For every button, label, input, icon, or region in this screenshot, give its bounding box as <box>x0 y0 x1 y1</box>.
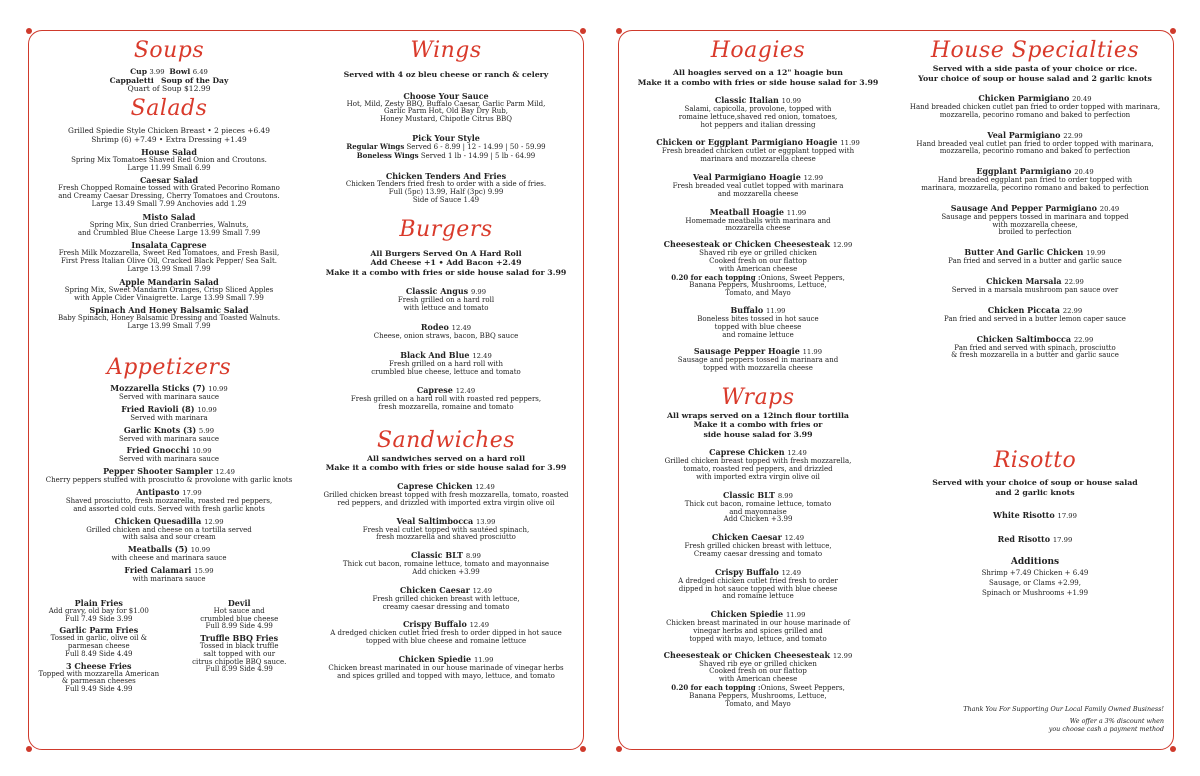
item-price: 12.49 <box>475 482 495 491</box>
item-description: with salsa and sour cream <box>122 533 216 542</box>
item-description: tomato, roasted red peppers, and drizzled <box>683 465 833 474</box>
menu-item <box>624 610 892 643</box>
footer-note: Thank You For Supporting Our Local Family Owned Business! We offer a 3% discount when you choose cash a payment method <box>963 705 1164 733</box>
item-name: Crispy Buffalo 12.49 <box>714 566 802 577</box>
menu-item <box>624 568 892 601</box>
menu-item <box>900 204 1170 237</box>
corner-dot <box>580 746 586 752</box>
column-wings-burgers-sandwiches <box>312 38 580 681</box>
item-description: creamy caesar dressing and tomato <box>382 602 510 611</box>
menu-item <box>312 517 580 543</box>
item-description: topped with mayo, lettuce, and tomato <box>689 634 827 643</box>
wings-sub: Served with 4 oz bleu cheese or ranch & celery <box>343 70 549 79</box>
item-description: Pan fried and served in a butter lemon caper sauce <box>944 314 1126 323</box>
item-description: vinegar herbs and spices grilled and <box>693 627 823 635</box>
item-name: Chicken Caesar 12.49 <box>711 532 805 543</box>
item-description: & fresh mozzarella in a butter and garlic sauce <box>951 351 1119 360</box>
item-price: 13.99 <box>475 517 496 526</box>
menu-item <box>34 446 304 464</box>
item-description: Thick cut bacon, romaine lettuce, tomato and mayonnaise <box>342 560 550 569</box>
wraps-sub: All wraps served on a 12inch flour tortilla Make it a combo with fries or side house salad for 3.99 <box>666 410 849 439</box>
item-name: Caesar Salad <box>139 175 199 186</box>
menu-item <box>34 405 304 423</box>
item-description: Salami, capicolla, provolone, topped with <box>684 105 832 113</box>
item-name: Classic Italian 10.99 <box>714 95 802 105</box>
menu-item <box>312 386 580 412</box>
item-description: Fresh grilled on a hard roll with roasted red peppers, <box>350 395 542 404</box>
item-description: and spices grilled and topped with mayo, lettuce, and tomato <box>337 671 555 680</box>
menu-item <box>312 620 580 646</box>
item-price: 10.99 <box>197 405 217 414</box>
item-name: Sausage Pepper Hoagie 11.99 <box>693 346 823 357</box>
burgers-heading: Burgers <box>399 216 493 242</box>
menu-item <box>312 287 580 313</box>
item-description: and Crumbled Blue Cheese Large 13.99 Small 7.99 <box>77 228 261 237</box>
item-name: Classic BLT 8.99 <box>723 489 793 500</box>
item-description: Add gravy, old bay for $1.00 <box>48 606 149 615</box>
item-price: 10.99 <box>190 546 211 555</box>
item-description: Fresh Chopped Romaine tossed with Grated Pecorino Romano <box>58 184 280 193</box>
menu-item <box>34 662 164 694</box>
item-description: Homemade meatballs with marinara and <box>685 216 831 225</box>
hoagies-sub: All hoagies served on a 12" hoagie bun Make it a combo with fries or side house salad for 3.99 <box>637 68 879 87</box>
item-description: salt topped with our <box>203 649 276 658</box>
item-name: Fried Ravioli (8) 10.99 <box>121 403 217 414</box>
item-description: mozzarella, pecorino romano and baked to perfection <box>939 110 1131 119</box>
menu-item <box>312 482 580 508</box>
menu-item <box>174 599 304 631</box>
item-description: fresh mozzarella, romaine and tomato <box>378 403 514 412</box>
item-description: Chicken breast marinated in our house marinade of vinegar herbs <box>328 663 564 672</box>
item-description: fresh mozzarella and shaved prosciutto <box>376 533 516 542</box>
item-price: 20.49 <box>1074 168 1094 177</box>
menu-item <box>312 351 580 377</box>
item-price: 12.49 <box>784 534 805 543</box>
menu-item <box>900 94 1170 120</box>
corner-dot <box>616 746 622 752</box>
item-description: Spring Mix, Sun dried Cranberries, Walnuts, <box>89 220 249 229</box>
menu-item <box>34 599 164 624</box>
item-description: Fresh grilled on a hard roll <box>397 296 495 305</box>
menu-item <box>34 306 304 331</box>
specialties-sub: Served with a side pasta of your choice or rice. Your choice of soup or house salad and 2 garlic knots <box>918 64 1152 83</box>
item-description: with Apple Cider Vinaigrette. Large 13.99 Small 7.99 <box>74 293 264 302</box>
menu-item <box>624 533 892 559</box>
item-description: citrus chipotle BBQ sauce. <box>192 657 287 666</box>
item-price: 11.99 <box>802 348 823 357</box>
item-price: 12.49 <box>781 568 802 577</box>
menu-item <box>900 277 1170 295</box>
item-description: Fresh grilled chicken breast with lettuce, <box>684 542 832 551</box>
item-description: & parmesan cheeses <box>61 677 136 686</box>
menu-item <box>34 426 304 444</box>
corner-dot <box>580 28 586 34</box>
item-description: Creamy caesar dressing and tomato <box>693 550 823 559</box>
item-name: Chicken Spiedie 11.99 <box>398 653 494 664</box>
item-name: Classic BLT 8.99 <box>411 550 481 561</box>
item-price: 11.99 <box>785 611 806 620</box>
menu-item <box>34 566 304 584</box>
item-name: Pepper Shooter Sampler 12.49 <box>103 466 235 477</box>
corner-dot <box>1170 746 1176 752</box>
item-description: Spring Mix Tomatoes Shaved Red Onion and Croutons. <box>71 155 267 164</box>
item-name: Chicken Saltimbocca 22.99 <box>976 333 1094 344</box>
item-description: Fresh grilled chicken breast with lettuce, <box>372 594 520 603</box>
item-description: topped with blue cheese and romaine lettuce <box>365 637 527 646</box>
corner-dot <box>26 746 32 752</box>
corner-dot <box>26 28 32 34</box>
item-price: 12.49 <box>469 621 490 630</box>
item-description: crumbled blue cheese <box>200 614 279 623</box>
column-specialties-risotto <box>900 38 1170 598</box>
appetizer-list <box>34 384 304 584</box>
item-name: Insalata Caprese <box>131 240 207 251</box>
item-description: and romaine lettuce <box>722 592 794 601</box>
soups-heading: Soups <box>133 38 205 63</box>
item-name: Meatballs (5) 10.99 <box>127 544 211 555</box>
item-price: 12.49 <box>455 387 476 396</box>
item-description: Served with marinara sauce <box>118 392 220 401</box>
item-price: 11.99 <box>766 306 786 315</box>
item-description: Hand breaded veal cutlet pan fried to order topped with marinara, <box>916 139 1154 148</box>
column-soups-salads-appetizers <box>34 38 304 694</box>
item-description: with mozzarella cheese, <box>992 220 1078 229</box>
item-description: hot peppers and italian dressing <box>700 120 816 129</box>
item-name: Chicken or Eggplant Parmigiano Hoagie 11.99 <box>656 137 860 148</box>
salad-list <box>34 148 304 331</box>
menu-item <box>34 467 304 485</box>
salads-heading: Salads <box>130 95 208 121</box>
item-description: Grilled chicken breast topped with fresh mozzarella, <box>664 457 852 466</box>
menu-item <box>900 248 1170 266</box>
item-description: and Creamy Caesar Dressing, Cherry Tomatoes and Croutons. <box>58 192 280 201</box>
item-name: Veal Saltimbocca 13.99 <box>396 515 496 526</box>
item-name: Mozzarella Sticks (7) 10.99 <box>110 382 228 393</box>
fries-section <box>34 596 304 694</box>
item-description: topped with blue cheese <box>714 322 802 331</box>
item-price: 10.99 <box>208 384 228 393</box>
menu-item <box>624 306 892 339</box>
item-name: Sausage And Pepper Parmigiano 20.49 <box>950 202 1120 213</box>
red-risotto: Red Risotto 17.99 <box>997 534 1073 545</box>
item-description: Hand breaded chicken cutlet pan fried to order topped with marinara, <box>909 103 1161 111</box>
item-price: 22.99 <box>1063 131 1083 140</box>
menu-item <box>34 517 304 543</box>
wings-style: Pick Your Style Regular Wings Served 6 - 8.99 | 12 - 14.99 | 50 - 59.99 Boneless Wings Served 1 lb - 14.99 | 5 lb - 64.99 <box>346 132 546 160</box>
item-name: Spinach And Honey Balsamic Salad <box>89 305 249 316</box>
item-description: red peppers, and drizzled with imported extra virgin olive oil <box>337 498 555 507</box>
menu-item <box>312 655 580 681</box>
soups-types: Cappaletti Soup of the Day <box>109 75 229 85</box>
item-description: Pan fried and served with spinach, prosciutto <box>954 343 1116 352</box>
item-name: Chicken Spiedie 11.99 <box>710 609 806 620</box>
fries-left <box>34 596 164 694</box>
item-name: Black And Blue 12.49 <box>400 349 492 360</box>
item-description: and mayonnaise <box>729 507 787 516</box>
item-name: Antipasto 17.99 <box>136 486 202 497</box>
menu-item <box>624 138 892 164</box>
specialties-heading: House Specialties <box>930 38 1140 63</box>
item-description: Large 13.49 Small 7.99 Anchovies add 1.29 <box>91 199 247 208</box>
column-hoagies-wraps <box>624 38 892 708</box>
item-name: Veal Parmigiano Hoagie 12.99 <box>692 171 824 182</box>
item-name: Misto Salad <box>142 211 196 222</box>
item-price: 10.99 <box>781 97 802 105</box>
additions-title: Additions <box>1010 557 1060 568</box>
corner-dot <box>1170 28 1176 34</box>
item-price: 20.49 <box>1072 95 1092 103</box>
item-price: 11.99 <box>473 655 494 664</box>
item-price: 12.99 <box>803 173 824 182</box>
item-name: Buffalo 11.99 <box>730 304 786 315</box>
item-name: Caprese Chicken 12.49 <box>397 480 495 491</box>
item-description: Baby Spinach, Honey Balsamic Dressing and Toasted Walnuts. <box>57 314 281 323</box>
item-name: Butter And Garlic Chicken 19.99 <box>964 247 1106 258</box>
item-description: Fresh breaded chicken cutlet or eggplant topped with <box>661 147 855 156</box>
wings-tenders: Chicken Tenders And Fries Chicken Tenders fried fresh to order with a side of fries. Full (5pc) 13.99, Half (3pc) 9.99 Side of Sauce 1.49 <box>345 171 547 205</box>
item-description: Full 9.49 Side 4.99 <box>65 685 133 694</box>
item-description: with marinara sauce <box>132 574 206 583</box>
menu-item <box>312 323 580 341</box>
item-description: with cheese and marinara sauce <box>111 554 227 563</box>
item-name: Apple Mandarin Salad <box>119 276 219 287</box>
item-description: Served with marinara <box>130 413 208 422</box>
risotto-heading: Risotto <box>993 448 1077 474</box>
item-name: Caprese Chicken 12.49 <box>709 447 807 458</box>
wrap-list <box>624 448 892 643</box>
item-description: Grilled chicken and cheese on a tortilla served <box>86 525 252 534</box>
item-price: 10.99 <box>192 447 212 456</box>
item-name: 3 Cheese Fries <box>66 660 132 671</box>
item-description: Hot sauce and <box>213 606 265 615</box>
item-description: Tossed in black truffle <box>199 642 279 651</box>
item-name: Meatball Hoagie 11.99 <box>709 206 807 217</box>
item-description: with lettuce and tomato <box>403 304 489 313</box>
sandwiches-sub: All sandwiches served on a hard roll Make it a combo with fries or side house salad for 3.99 <box>325 453 567 473</box>
item-name: Chicken Piccata 22.99 <box>987 304 1083 315</box>
item-description: dipped in hot sauce topped with blue cheese <box>678 584 838 593</box>
item-description: Pan fried and served in a butter and garlic sauce <box>948 257 1122 266</box>
sandwiches-heading: Sandwiches <box>376 427 516 453</box>
item-description: Fresh breaded veal cutlet topped with marinara <box>672 181 844 190</box>
item-description: Cheese, onion straws, bacon, BBQ sauce <box>373 331 519 340</box>
item-description: and mozzarella cheese <box>717 189 799 198</box>
item-description: Shaved prosciutto, fresh mozzarella, roasted red peppers, <box>65 496 273 505</box>
item-price: 12.99 <box>204 517 224 526</box>
item-name: Chicken Quesadilla 12.99 <box>114 515 224 526</box>
menu-item <box>900 306 1170 324</box>
menu-item <box>624 347 892 373</box>
item-description: Add chicken +3.99 <box>412 567 480 576</box>
menu-item <box>34 384 304 402</box>
item-price: 12.49 <box>451 323 472 332</box>
item-description: Sausage and peppers tossed in marinara and <box>677 356 839 365</box>
menu-item <box>174 634 304 674</box>
item-name: Eggplant Parmigiano 20.49 <box>976 166 1094 177</box>
wrap-cheesesteak: Cheesesteak or Chicken Cheesesteak 12.99 Shaved rib eye or grilled chicken Cooked fresh on our flattop with American cheese 0.20 for each topping :Onions, Sweet Peppers, Banana Peppers, Mushrooms, Lettuce, Tomato, and Mayo <box>663 649 853 708</box>
item-description: crumbled blue cheese, lettuce and tomato <box>371 367 521 376</box>
item-description: topped with mozzarella cheese <box>703 364 813 373</box>
item-name: House Salad <box>141 146 197 157</box>
item-price: 22.99 <box>1073 335 1094 344</box>
item-name: Devil <box>227 597 251 608</box>
item-name: Crispy Buffalo 12.49 <box>402 619 490 630</box>
item-description: Chicken breast marinated in our house marinade of <box>666 619 850 628</box>
menu-item <box>624 491 892 524</box>
item-description: marinara, mozzarella, pecorino romano and baked to perfection <box>921 183 1149 192</box>
item-description: Large 13.99 Small 7.99 <box>127 264 211 273</box>
item-price: 5.99 <box>198 426 215 435</box>
menu-item <box>624 208 892 234</box>
item-description: Large 11.99 Small 6.99 <box>127 163 211 172</box>
item-description: parmesan cheese <box>67 642 130 651</box>
menu-item <box>34 241 304 273</box>
wraps-heading: Wraps <box>721 384 795 410</box>
item-price: 22.99 <box>1062 306 1083 315</box>
menu-item <box>34 488 304 514</box>
menu-item <box>624 96 892 129</box>
item-description: A dredged chicken cutlet fried fresh to order <box>678 576 838 585</box>
hoagie-cheesesteak: Cheesesteak or Chicken Cheesesteak 12.99 Shaved rib eye or grilled chicken Cooked fresh on our flattop with American cheese 0.20 for each topping :Onions, Sweet Peppers, Banana Peppers, Mushrooms, Lettuce, Tomato, and Mayo <box>663 239 853 298</box>
item-price: 12.49 <box>787 449 807 458</box>
item-description: Full 8.99 Side 4.99 <box>205 665 273 674</box>
burgers-sub: All Burgers Served On A Hard Roll Add Cheese +1 • Add Bacon +2.49 Make it a combo with fries or side house salad for 3.99 <box>325 248 567 277</box>
hoagie-list <box>624 96 892 233</box>
menu-item <box>624 173 892 199</box>
soups-sizes: Cup 3.99 Bowl 6.49 <box>130 67 208 76</box>
menu-item <box>900 335 1170 361</box>
item-price: 17.99 <box>182 488 202 497</box>
item-description: Fresh grilled on a hard roll with <box>389 359 503 368</box>
item-description: Topped with mozzarella American <box>38 669 160 678</box>
item-price: 20.49 <box>1099 204 1120 213</box>
item-price: 8.99 <box>777 491 793 500</box>
item-description: Served in a marsala mushroom pan sauce over <box>951 285 1119 294</box>
item-price: 8.99 <box>465 552 481 561</box>
additions-list: Shrimp +7.49 Chicken + 6.49 Sausage, or Clams +2.99, Spinach or Mushrooms +1.99 <box>981 569 1089 598</box>
menu-item <box>624 448 892 481</box>
item-description: with imported extra virgin olive oil <box>696 473 820 482</box>
fries-right <box>174 596 304 694</box>
item-name: Garlic Parm Fries <box>59 625 139 636</box>
specialties-list <box>900 94 1170 360</box>
item-name: Classic Angus 9.99 <box>405 286 487 297</box>
item-description: Served with marinara sauce <box>118 434 220 443</box>
item-name: Fried Gnocchi 10.99 <box>126 445 212 456</box>
item-description: A dredged chicken cutlet fried fresh to order dipped in hot sauce <box>330 629 562 638</box>
hoagie-list-2 <box>624 306 892 373</box>
item-name: Garlic Knots (3) 5.99 <box>123 424 215 435</box>
item-description: mozzarella cheese <box>725 224 791 233</box>
risotto-sub: Served with your choice of soup or house salad and 2 garlic knots <box>932 478 1138 497</box>
menu-item <box>900 167 1170 193</box>
soups-quart: Quart of Soup $12.99 <box>127 84 211 94</box>
menu-item <box>34 148 304 173</box>
item-description: romaine lettuce,shaved red onion, tomatoes, <box>678 112 838 121</box>
menu-item <box>312 551 580 577</box>
item-name: Chicken Parmigiano 20.49 <box>978 93 1092 103</box>
item-description: Sausage and peppers tossed in marinara and topped <box>941 212 1129 221</box>
menu-item <box>34 278 304 303</box>
item-price: 12.49 <box>472 586 493 595</box>
item-description: Large 13.99 Small 7.99 <box>127 322 211 331</box>
item-price: 15.99 <box>194 566 214 575</box>
item-description: Spring Mix, Sweet Mandarin Oranges, Crisp Sliced Apples <box>64 285 274 294</box>
item-name: Plain Fries <box>74 597 123 608</box>
menu-item <box>34 176 304 208</box>
item-price: 9.99 <box>470 288 487 297</box>
salads-addons: Grilled Spiedie Style Chicken Breast • 2 pieces +6.49 Shrimp (6) +7.49 • Extra Dressing +1.49 <box>68 125 270 144</box>
item-name: Chicken Marsala 22.99 <box>986 275 1084 286</box>
sandwich-list <box>312 482 580 681</box>
item-price: 22.99 <box>1064 277 1084 286</box>
item-price: 12.49 <box>215 468 235 477</box>
item-name: Veal Parmigiano 22.99 <box>987 129 1083 140</box>
item-description: and romaine lettuce <box>722 330 794 339</box>
hoagies-heading: Hoagies <box>710 38 806 63</box>
menu-item <box>900 131 1170 157</box>
appetizers-heading: Appetizers <box>106 354 232 380</box>
item-price: 11.99 <box>786 208 807 217</box>
item-description: Boneless bites tossed in hot sauce <box>697 314 819 323</box>
item-description: Fresh Milk Mozzarella, Sweet Red Tomatoes, and Fresh Basil, <box>58 249 280 258</box>
item-description: First Press Italian Olive Oil, Cracked Black Pepper/ Sea Salt. <box>60 257 277 266</box>
menu-item <box>34 626 164 658</box>
wings-sauce: Choose Your Sauce Hot, Mild, Zesty BBQ, Buffalo Caesar, Garlic Parm Mild, Garlic Parm Hot, Old Bay Dry Rub, Honey Mustard, Chipotle Citrus BBQ <box>346 90 546 124</box>
item-description: mozzarella, pecorino romano and baked to perfection <box>939 147 1131 156</box>
item-price: 12.49 <box>472 351 492 360</box>
item-description: Full 8.49 Side 4.49 <box>65 649 133 658</box>
item-description: Fresh veal cutlet topped with sautéed spinach, <box>362 525 530 534</box>
item-name: Truffle BBQ Fries <box>200 633 279 644</box>
item-price: 11.99 <box>840 139 860 148</box>
item-name: Fried Calamari 15.99 <box>124 564 214 575</box>
item-description: and assorted cold cuts. Served with fresh garlic knots <box>73 504 265 513</box>
item-description: Grilled chicken breast topped with fresh mozzarella, tomato, roasted <box>323 490 569 499</box>
menu-item <box>312 586 580 612</box>
item-price: 19.99 <box>1086 249 1106 258</box>
menu-item <box>34 545 304 563</box>
burger-list <box>312 287 580 412</box>
item-description: Full 7.49 Side 3.99 <box>65 614 133 623</box>
wings-heading: Wings <box>410 38 482 63</box>
item-description: marinara and mozzarella cheese <box>700 155 816 164</box>
item-description: Cherry peppers stuffed with prosciutto & provolone with garlic knots <box>45 476 293 485</box>
menu-item <box>34 213 304 238</box>
item-name: Rodeo 12.49 <box>420 321 472 332</box>
item-description: Served with marinara sauce <box>118 455 220 464</box>
item-description: Tossed in garlic, olive oil & <box>50 634 147 643</box>
item-description: Add Chicken +3.99 <box>723 515 793 524</box>
item-name: Caprese 12.49 <box>416 385 476 396</box>
item-name: Chicken Caesar 12.49 <box>399 584 493 595</box>
item-description: broiled to perfection <box>998 228 1072 237</box>
corner-dot <box>616 28 622 34</box>
item-description: Thick cut bacon, romaine lettuce, tomato <box>684 499 832 508</box>
white-risotto: White Risotto 17.99 <box>993 510 1077 521</box>
item-description: Hand breaded eggplant pan fried to order topped with <box>937 176 1133 185</box>
item-description: Full 8.99 Side 4.99 <box>205 622 273 631</box>
